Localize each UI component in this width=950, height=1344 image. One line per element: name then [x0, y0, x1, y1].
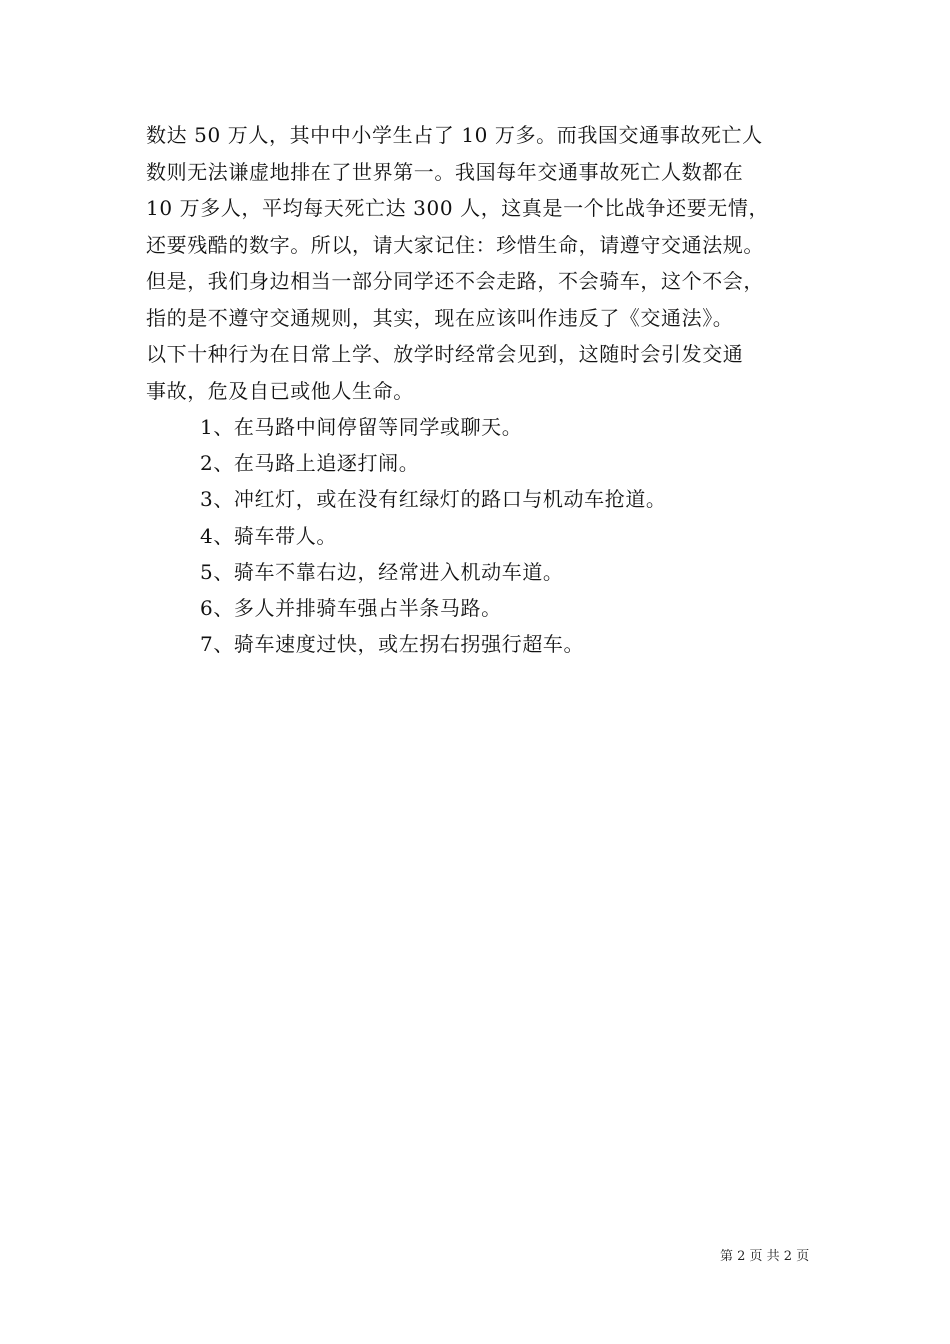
paragraph-line: 事故，危及自已或他人生命。: [146, 378, 414, 403]
list-item: 6、多人并排骑车强占半条马路。: [200, 595, 502, 620]
paragraph-line: 指的是不遵守交通规则，其实，现在应该叫作违反了《交通法》。: [146, 305, 734, 330]
behavior-list: [146, 409, 826, 662]
list-item: 2、在马路上追逐打闹。: [200, 451, 420, 476]
paragraph-line: 10 万多人，平均每天死亡达 300 人，这真是一个比战争还要无情，: [146, 196, 770, 220]
list-item: 3、冲红灯，或在没有红绿灯的路口与机动车抢道。: [200, 487, 667, 512]
paragraph-line: 数达 50 万人，其中中小学生占了 10 万多。而我国交通事故死亡人: [146, 123, 763, 147]
list-item: 7、骑车速度过快，或左拐右拐强行超车。: [200, 632, 585, 657]
paragraph-line: 以下十种行为在日常上学、放学时经常会见到，这随时会引发交通: [146, 342, 744, 366]
paragraph-line: 数则无法谦虚地排在了世界第一。我国每年交通事故死亡人数都在: [146, 159, 744, 184]
list-item: 1、在马路中间停留等同学或聊天。: [200, 415, 523, 439]
page-number-footer: 第 2 页 共 2 页: [720, 1249, 810, 1264]
paragraph-line: 还要残酷的数字。所以，请大家记住：珍惜生命，请遵守交通法规。: [146, 232, 764, 257]
document-body: [146, 117, 826, 662]
paragraph: [146, 117, 826, 409]
list-item: 4、骑车带人。: [200, 523, 337, 548]
paragraph-line: 但是，我们身边相当一部分同学还不会走路，不会骑车，这个不会，: [146, 269, 764, 293]
list-item: 5、骑车不靠右边，经常进入机动车道。: [200, 559, 564, 584]
